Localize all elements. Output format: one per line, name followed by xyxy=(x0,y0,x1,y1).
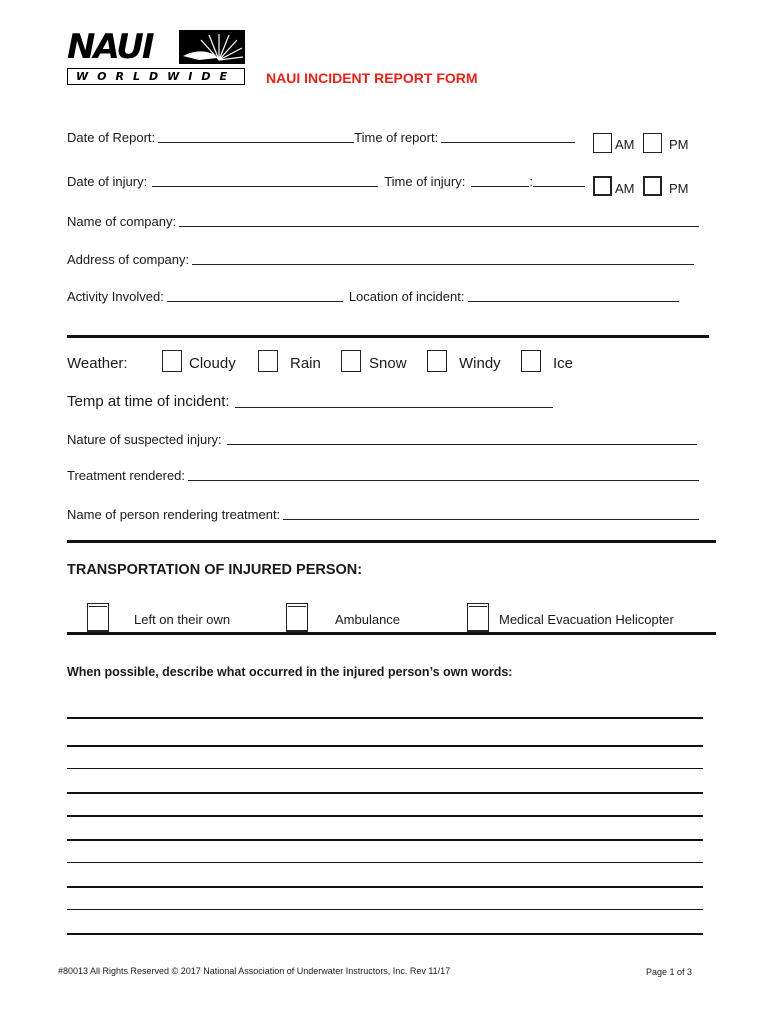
writing-line-9[interactable] xyxy=(67,909,703,910)
time-of-injury-hour-line[interactable] xyxy=(471,174,529,187)
transportation-heading: TRANSPORTATION OF INJURED PERSON: xyxy=(67,562,363,578)
activity-involved-line[interactable] xyxy=(167,289,343,302)
weather-rain-label: Rain xyxy=(290,355,321,372)
temp-label: Temp at time of incident: xyxy=(67,393,230,410)
nature-of-injury-line[interactable] xyxy=(227,432,697,445)
injury-pm-label: PM xyxy=(669,181,689,196)
writing-line-8[interactable] xyxy=(67,886,703,888)
location-of-incident-line[interactable] xyxy=(468,289,679,302)
weather-cloudy-label: Cloudy xyxy=(189,355,236,372)
writing-line-5[interactable] xyxy=(67,815,703,817)
form-title: NAUI INCIDENT REPORT FORM xyxy=(266,70,478,86)
writing-line-4[interactable] xyxy=(67,792,703,794)
injury-pm-checkbox[interactable] xyxy=(643,176,662,196)
transport-helicopter-checkbox[interactable] xyxy=(467,603,489,633)
weather-ice-label: Ice xyxy=(553,355,574,372)
weather-snow-checkbox[interactable] xyxy=(341,350,361,372)
person-rendering-line[interactable] xyxy=(283,507,699,520)
weather-cloudy-checkbox[interactable] xyxy=(162,350,182,372)
weather-snow-label: Snow xyxy=(369,355,407,372)
weather-ice-checkbox[interactable] xyxy=(521,350,541,372)
address-of-company-line[interactable] xyxy=(192,252,694,265)
person-rendering-label: Name of person rendering treatment: xyxy=(67,507,281,522)
section-divider-3 xyxy=(67,632,716,635)
report-pm-checkbox[interactable] xyxy=(643,133,662,153)
date-of-report-line[interactable] xyxy=(158,130,354,143)
date-of-injury-line[interactable] xyxy=(152,174,378,187)
name-of-company-label: Name of company: xyxy=(67,214,177,229)
date-of-report-label: Date of Report: xyxy=(67,130,156,145)
weather-label: Weather: xyxy=(67,355,128,372)
weather-rain-checkbox[interactable] xyxy=(258,350,278,372)
transport-own-checkbox[interactable] xyxy=(87,603,109,633)
transport-helicopter-label: Medical Evacuation Helicopter xyxy=(499,612,674,627)
footer-page-number: Page 1 of 3 xyxy=(646,967,693,977)
time-of-injury-label: Time of injury: xyxy=(384,174,466,189)
weather-windy-checkbox[interactable] xyxy=(427,350,447,372)
temp-line[interactable] xyxy=(235,395,553,408)
logo-wordmark: NAUI xyxy=(67,27,153,67)
naui-logo xyxy=(67,27,247,88)
weather-windy-label: Windy xyxy=(459,355,501,372)
section-divider-2 xyxy=(67,540,716,543)
description-prompt: When possible, describe what occurred in the injured person’s own words: xyxy=(67,665,513,679)
nature-of-injury-label: Nature of suspected injury: xyxy=(67,432,222,447)
footer-copyright: #80013 All Rights Reserved © 2017 National Association of Underwater Instructors, Inc. Rev 11/17 xyxy=(58,966,451,976)
writing-line-10[interactable] xyxy=(67,933,703,935)
logo-subtitle: WORLDWIDE xyxy=(67,68,245,85)
writing-line-2[interactable] xyxy=(67,745,703,747)
treatment-rendered-line[interactable] xyxy=(188,468,699,481)
time-of-report-line[interactable] xyxy=(441,130,575,143)
location-of-incident-label: Location of incident: xyxy=(348,289,465,304)
name-of-company-line[interactable] xyxy=(179,214,699,227)
address-of-company-label: Address of company: xyxy=(67,252,190,267)
writing-line-1[interactable] xyxy=(67,717,703,719)
transport-ambulance-checkbox[interactable] xyxy=(286,603,308,633)
treatment-rendered-label: Treatment rendered: xyxy=(67,468,186,483)
report-am-checkbox[interactable] xyxy=(593,133,612,153)
time-colon: : xyxy=(529,174,533,189)
section-divider-1 xyxy=(67,335,709,338)
injury-am-label: AM xyxy=(615,181,635,196)
transport-own-label: Left on their own xyxy=(134,612,231,627)
injury-am-checkbox[interactable] xyxy=(593,176,612,196)
time-of-injury-minute-line[interactable] xyxy=(533,174,585,187)
transport-ambulance-label: Ambulance xyxy=(335,612,401,627)
writing-line-3[interactable] xyxy=(67,768,703,769)
date-of-injury-label: Date of injury: xyxy=(67,174,148,189)
report-pm-label: PM xyxy=(669,137,689,152)
diver-sunburst-icon xyxy=(179,30,245,64)
report-am-label: AM xyxy=(615,137,635,152)
writing-line-6[interactable] xyxy=(67,839,703,841)
activity-involved-label: Activity Involved: xyxy=(67,289,164,304)
time-of-report-label: Time of report: xyxy=(354,130,439,145)
writing-line-7[interactable] xyxy=(67,862,703,863)
